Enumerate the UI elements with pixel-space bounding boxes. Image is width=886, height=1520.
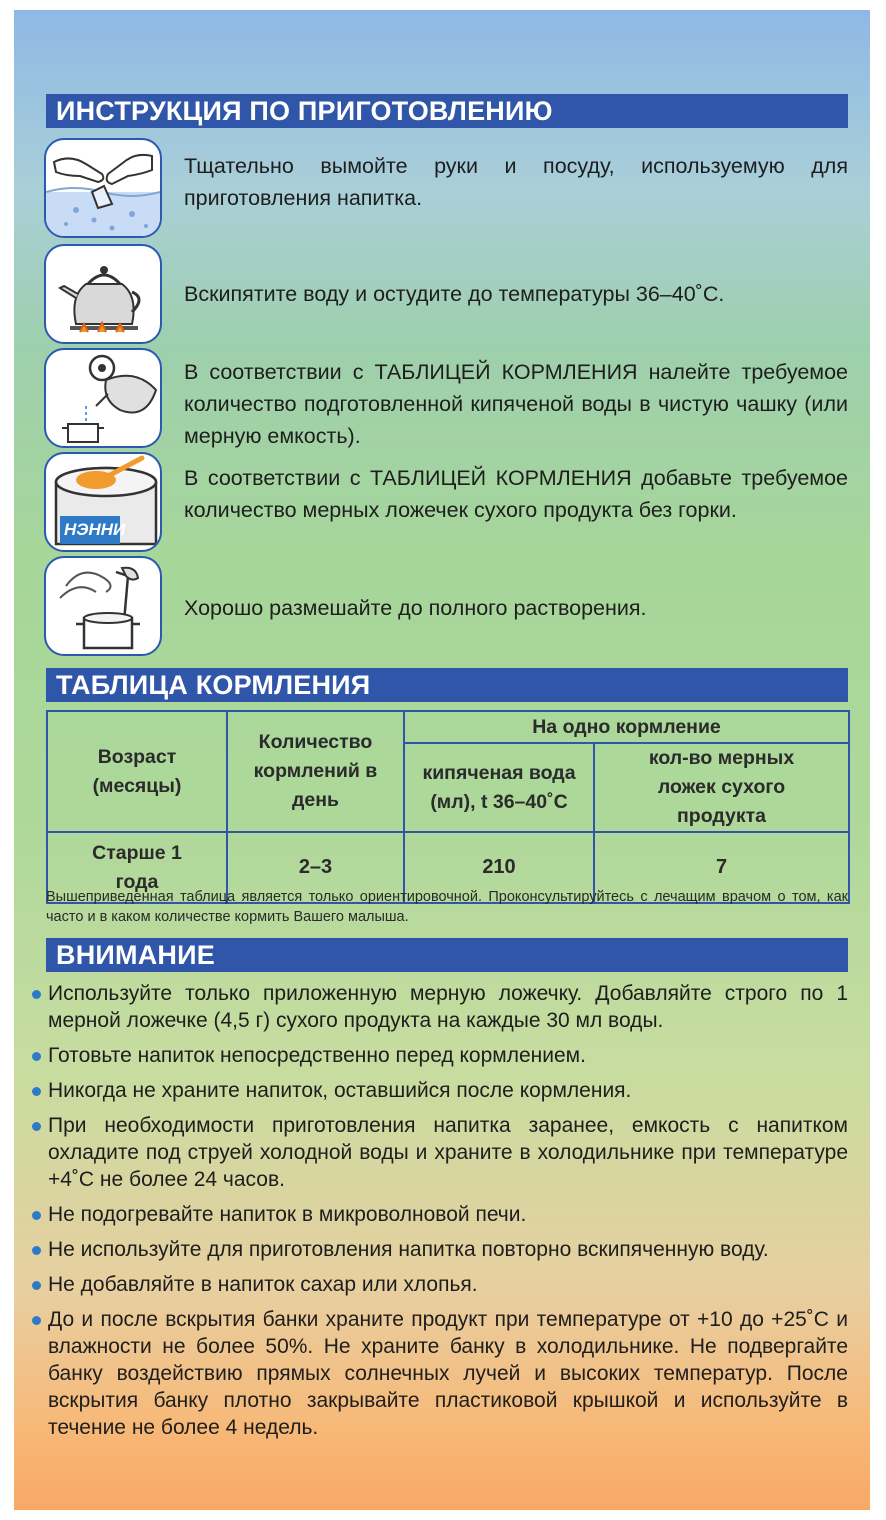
age-cell: Старше 1 года [47,832,227,903]
age-column-header: Возраст (месяцы) [47,711,227,832]
scoops-column-header: кол-во мерных ложек сухого продукта [594,743,849,832]
hand-wash-icon [44,138,162,238]
bullet-dot [32,1281,41,1290]
water-column-header: кипяченая вода (мл), t 36–40˚С [404,743,594,832]
step-5-text: Хорошо размешайте до полного растворения. [184,596,647,620]
instructions-header: ИНСТРУКЦИЯ ПО ПРИГОТОВЛЕНИЮ [46,94,848,128]
feeding-table [46,710,850,904]
bullet-dot [32,1087,41,1096]
warning-text: До и после вскрытия банки храните продукт при температуре от +10 до +25˚С и влажности не более 50%. Не храните банку в холодильнике. Не подвергайте банку воздействию прямых солнечных лучей и высоких температур. После вскрытия банку плотно закрывайте пластиковой крышкой и используйте в течение не более 4 недель. [48,1308,848,1439]
step-1-text: Тщательно вымойте руки и посуду, используемую для приготовления напитка. [184,154,848,210]
list-item [32,1077,848,1104]
step-4-text: В соответствии с ТАБЛИЦЕЙ КОРМЛЕНИЯ добавьте требуемое количество мерных ложечек сухого продукта без горки. [184,466,848,522]
pour-water-icon [44,348,162,448]
list-item [32,1042,848,1069]
bullet-dot [32,1316,41,1325]
warning-text: При необходимости приготовления напитка заранее, емкость с напитком охладите под струей холодной воды и храните в холодильнике при температуре +4˚С не более 24 часов. [48,1114,848,1191]
list-item [32,1112,848,1193]
bullet-dot [32,1052,41,1061]
stir-icon [44,556,162,656]
feedings-column-header: Количество кормлений в день [227,711,404,832]
warning-text: Не используйте для приготовления напитка повторно вскипяченную воду. [48,1238,769,1261]
warning-text: Используйте только приложенную мерную ложечку. Добавляйте строго по 1 мерной ложечке (4,5 г) сухого продукта на каждые 30 мл воды. [48,982,848,1032]
list-item [32,1271,848,1298]
warning-text: Готовьте напиток непосредственно перед кормлением. [48,1044,586,1067]
step-2-text: Вскипятите воду и остудите до температуры 36–40˚С. [184,282,725,306]
feeding-table-header: ТАБЛИЦА КОРМЛЕНИЯ [46,668,848,702]
bullet-dot [32,1122,41,1131]
list-item [32,980,848,1034]
feedings-cell: 2–3 [227,832,404,903]
warnings-list [32,980,848,1449]
brand-label: НЭННИ [64,520,126,539]
bullet-dot [32,990,41,999]
list-item [32,1306,848,1441]
kettle-icon [44,244,162,344]
list-item [32,1201,848,1228]
scoops-cell: 7 [594,832,849,903]
per-feeding-header: На одно кормление [404,711,849,743]
step-3-text: В соответствии с ТАБЛИЦЕЙ КОРМЛЕНИЯ налейте требуемое количество подготовленной кипяченой воды в чистую чашку (или мерную емкость). [184,360,848,448]
table-note: Вышеприведенная таблица является только ориентировочной. Проконсультируйтесь с лечащим врачом о том, как часто и в каком количестве кормить Вашего малыша. [46,889,848,925]
bullet-dot [32,1246,41,1255]
attention-header: ВНИМАНИЕ [46,938,848,972]
warning-text: Не подогревайте напиток в микроволновой печи. [48,1203,527,1226]
warning-text: Не добавляйте в напиток сахар или хлопья. [48,1273,478,1296]
water-cell: 210 [404,832,594,903]
bullet-dot [32,1211,41,1220]
list-item [32,1236,848,1263]
warning-text: Никогда не храните напиток, оставшийся после кормления. [48,1079,632,1102]
scoop-powder-icon [44,452,162,552]
